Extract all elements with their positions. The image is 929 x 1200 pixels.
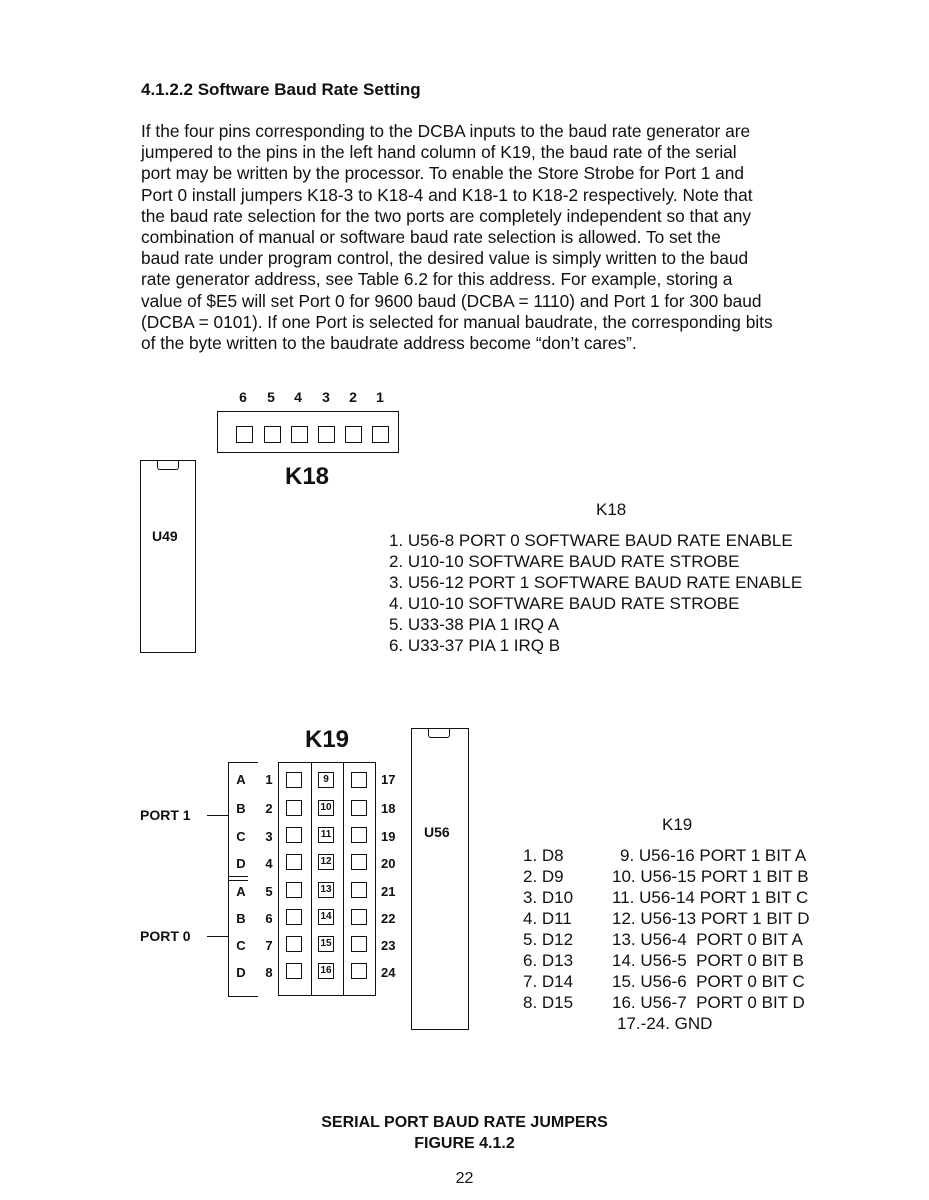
k19-legend-item: 11. U56-14 PORT 1 BIT C	[612, 888, 809, 907]
u56-label: U56	[424, 824, 450, 840]
k19-row-index: 2	[265, 801, 273, 816]
k18-legend-item: 3. U56-12 PORT 1 SOFTWARE BAUD RATE ENABLE	[389, 573, 803, 592]
k19-row-index: 3	[265, 829, 273, 844]
k18-pin	[318, 426, 335, 443]
k18-pin	[291, 426, 308, 443]
k19-port-divider	[228, 880, 248, 881]
k19-numbered-pin: 12	[318, 854, 334, 870]
body-line: jumpered to the pins in the left hand column of K19, the baud rate of the serial	[141, 142, 737, 163]
k19-pin	[351, 772, 367, 788]
k19-legend-item: 7. D14	[523, 972, 574, 991]
k19-right-number: 21	[381, 884, 396, 899]
page-number: 22	[455, 1170, 474, 1187]
k19-legend-gnd: 17.-24. GND	[617, 1014, 713, 1033]
k19-row-letter: C	[236, 938, 246, 953]
k19-legend-item: 5. D12	[523, 930, 574, 949]
k19-numbered-pin: 14	[318, 909, 334, 925]
k19-row-letter: B	[236, 911, 246, 926]
k19-label: K19	[305, 726, 350, 753]
k19-row-letter: B	[236, 801, 246, 816]
k19-pin	[286, 909, 302, 925]
body-line: value of $E5 will set Port 0 for 9600 baud (DCBA = 1110) and Port 1 for 300 baud	[141, 290, 762, 311]
k18-legend-title: K18	[596, 500, 627, 519]
k19-right-number: 19	[381, 829, 396, 844]
k19-row-letter: D	[236, 965, 246, 980]
body-line: Port 0 install jumpers K18-3 to K18-4 and K18-1 to K18-2 respectively. Note that	[141, 184, 753, 205]
k19-pin	[351, 909, 367, 925]
k19-row-letter: D	[236, 856, 246, 871]
k19-pin	[286, 854, 302, 870]
k19-legend-item: 4. D11	[523, 909, 572, 928]
k19-legend-title: K19	[662, 815, 693, 834]
u49-label: U49	[152, 528, 178, 544]
k19-row-index: 6	[265, 911, 273, 926]
k19-legend-item: 12. U56-13 PORT 1 BIT D	[612, 909, 810, 928]
k19-numbered-pin: 9	[318, 772, 334, 788]
port-0-label: PORT 0	[140, 928, 191, 944]
k18-legend-item: 2. U10-10 SOFTWARE BAUD RATE STROBE	[389, 552, 740, 571]
k18-legend-item: 1. U56-8 PORT 0 SOFTWARE BAUD RATE ENABLE	[389, 531, 793, 550]
k19-row-index: 1	[265, 772, 273, 787]
k19-pin	[286, 800, 302, 816]
port-1-label: PORT 1	[140, 807, 191, 823]
k18-pin-number: 6	[239, 389, 247, 405]
k19-pin	[286, 936, 302, 952]
u56-notch	[428, 728, 450, 738]
k18-pin	[372, 426, 389, 443]
k19-numbered-pin: 13	[318, 882, 334, 898]
k19-right-number: 18	[381, 801, 396, 816]
k19-legend-item: 15. U56-6 PORT 0 BIT C	[612, 972, 805, 991]
body-line: combination of manual or software baud rate selection is allowed. To set the	[141, 227, 721, 248]
k19-row-index: 7	[265, 938, 273, 953]
body-line: the baud rate selection for the two ports are completely independent so that any	[141, 205, 752, 226]
k19-row-letter: A	[236, 884, 246, 899]
k19-legend-item: 2. D9	[523, 867, 564, 886]
k19-numbered-pin: 11	[318, 827, 334, 843]
k18-pin-number: 4	[294, 389, 302, 405]
k19-right-number: 17	[381, 772, 396, 787]
k18-legend-item: 6. U33-37 PIA 1 IRQ B	[389, 636, 561, 655]
section-heading: 4.1.2.2 Software Baud Rate Setting	[141, 80, 421, 99]
k18-pin-number: 3	[322, 389, 330, 405]
k19-pin	[351, 827, 367, 843]
k19-right-number: 22	[381, 911, 396, 926]
k19-legend-item: 14. U56-5 PORT 0 BIT B	[612, 951, 804, 970]
u49-notch	[157, 460, 179, 470]
k19-row-letter: A	[236, 772, 246, 787]
body-line: (DCBA = 0101). If one Port is selected for manual baudrate, the corresponding bits	[141, 311, 773, 332]
k19-legend-item: 1. D8	[523, 846, 564, 865]
k19-numbered-pin: 16	[318, 963, 334, 979]
k19-label-bracket	[228, 762, 258, 763]
k19-pin	[351, 882, 367, 898]
body-line: If the four pins corresponding to the DCBA inputs to the baud rate generator are	[141, 121, 751, 141]
port-0-pointer	[207, 936, 228, 937]
section-body	[141, 121, 841, 354]
figure-number: FIGURE 4.1.2	[414, 1135, 515, 1152]
k19-numbered-pin: 15	[318, 936, 334, 952]
u56-chip	[411, 728, 469, 1030]
k19-pin	[286, 827, 302, 843]
figure-title: SERIAL PORT BAUD RATE JUMPERS	[321, 1114, 608, 1131]
k18-pin-number: 1	[376, 389, 384, 405]
k19-column-divider	[343, 762, 344, 996]
u49-chip	[140, 460, 196, 653]
k18-legend-item: 4. U10-10 SOFTWARE BAUD RATE STROBE	[389, 594, 740, 613]
port-1-pointer	[207, 815, 228, 816]
k19-port-divider	[228, 876, 248, 877]
k19-pin	[286, 963, 302, 979]
body-line: rate generator address, see Table 6.2 for this address. For example, storing a	[141, 269, 733, 290]
body-line: of the byte written to the baudrate address become “don’t cares”.	[141, 333, 637, 354]
k19-pin	[351, 936, 367, 952]
k18-legend-item: 5. U33-38 PIA 1 IRQ A	[389, 615, 560, 634]
k19-right-number: 20	[381, 856, 396, 871]
body-line: baud rate under program control, the desired value is simply written to the baud	[141, 248, 749, 269]
k18-label: K18	[285, 463, 330, 490]
k19-row-letter: C	[236, 829, 246, 844]
k19-legend-item: 13. U56-4 PORT 0 BIT A	[612, 930, 803, 949]
k19-legend-item: 8. D15	[523, 993, 574, 1012]
k19-column-divider	[311, 762, 312, 996]
k19-pin	[286, 882, 302, 898]
k19-numbered-pin: 10	[318, 800, 334, 816]
k19-row-index: 8	[265, 965, 273, 980]
k19-right-number: 24	[381, 965, 396, 980]
k19-legend-item: 9. U56-16 PORT 1 BIT A	[620, 846, 807, 865]
k19-row-index: 4	[265, 856, 273, 871]
k18-pin	[264, 426, 281, 443]
k18-pin-number: 2	[349, 389, 357, 405]
k18-pin	[345, 426, 362, 443]
k19-label-bracket	[228, 762, 229, 996]
k18-pin-number: 5	[267, 389, 275, 405]
k19-pin	[351, 800, 367, 816]
k19-row-index: 5	[265, 884, 273, 899]
k19-legend-item: 6. D13	[523, 951, 574, 970]
k19-pin	[286, 772, 302, 788]
k18-pin	[236, 426, 253, 443]
k19-legend-item: 10. U56-15 PORT 1 BIT B	[612, 867, 809, 886]
body-line: port may be written by the processor. To enable the Store Strobe for Port 1 and	[141, 163, 744, 184]
k19-legend-item: 3. D10	[523, 888, 574, 907]
k19-right-number: 23	[381, 938, 396, 953]
k19-pin	[351, 963, 367, 979]
k19-label-bracket	[228, 996, 258, 997]
k19-legend-item: 16. U56-7 PORT 0 BIT D	[612, 993, 805, 1012]
k19-pin	[351, 854, 367, 870]
k19-header	[278, 762, 376, 996]
